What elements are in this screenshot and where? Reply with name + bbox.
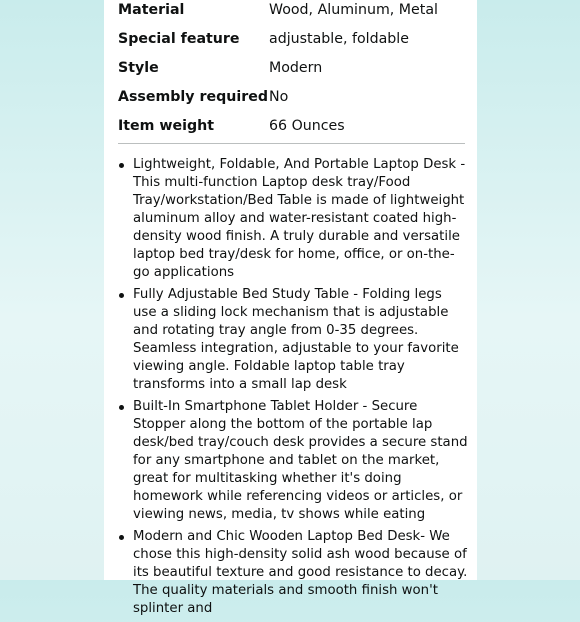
product-details-card bbox=[104, 0, 477, 616]
list-item bbox=[118, 286, 468, 394]
bullet-icon bbox=[119, 293, 124, 298]
bullet-text: Built-In Smartphone Tablet Holder - Secure Stopper along the bottom of the portable lap desk/bed tray/couch desk provides a secure stand for any smartphone and tablet on the market, great for multitasking whether it's doing homework while referencing videos or articles, or viewing news, media, tv shows while eating bbox=[133, 399, 468, 522]
bullet-text: Fully Adjustable Bed Study Table - Folding legs use a sliding lock mechanism that is adjustable and rotating tray angle from 0-35 degrees. Seamless integration, adjustable to your favorite viewing angle. Foldable laptop table tray transforms into a small lap desk bbox=[133, 287, 459, 392]
spec-label: Special feature bbox=[118, 31, 240, 47]
list-item bbox=[118, 528, 468, 618]
spec-value: Wood, Aluminum, Metal bbox=[269, 2, 438, 18]
bullet-icon bbox=[119, 405, 124, 410]
bullet-text: Lightweight, Foldable, And Portable Laptop Desk - This multi-function Laptop desk tray/Food Tray/workstation/Bed Table is made of lightweight aluminum alloy and water-resistant coated high-density wood finish. A truly durable and versatile laptop bed tray/desk for home, office, or on-the-go applications bbox=[133, 157, 466, 280]
bullet-icon bbox=[119, 535, 124, 540]
bullet-icon bbox=[119, 163, 124, 168]
spec-label: Material bbox=[118, 2, 185, 18]
about-item-bullets bbox=[118, 156, 468, 622]
spec-row-assembly-required bbox=[118, 87, 465, 111]
spec-label: Assembly required bbox=[118, 89, 268, 105]
spec-row-item-weight bbox=[118, 116, 465, 140]
spec-row-style bbox=[118, 58, 465, 82]
section-divider bbox=[118, 143, 465, 144]
spec-value: No bbox=[269, 89, 289, 105]
spec-value: 66 Ounces bbox=[269, 118, 345, 134]
bullet-text: Modern and Chic Wooden Laptop Bed Desk- We chose this high-density solid ash wood because of its beautiful texture and good resistance to decay. The quality materials and smooth finish won't splinter and bbox=[133, 529, 468, 616]
spec-row-material bbox=[118, 0, 465, 24]
spec-value: Modern bbox=[269, 60, 323, 76]
spec-label: Style bbox=[118, 60, 159, 76]
list-item bbox=[118, 156, 468, 282]
list-item bbox=[118, 398, 468, 524]
spec-label: Item weight bbox=[118, 118, 215, 134]
spec-row-special-feature bbox=[118, 29, 465, 53]
spec-value: adjustable, foldable bbox=[269, 31, 409, 47]
